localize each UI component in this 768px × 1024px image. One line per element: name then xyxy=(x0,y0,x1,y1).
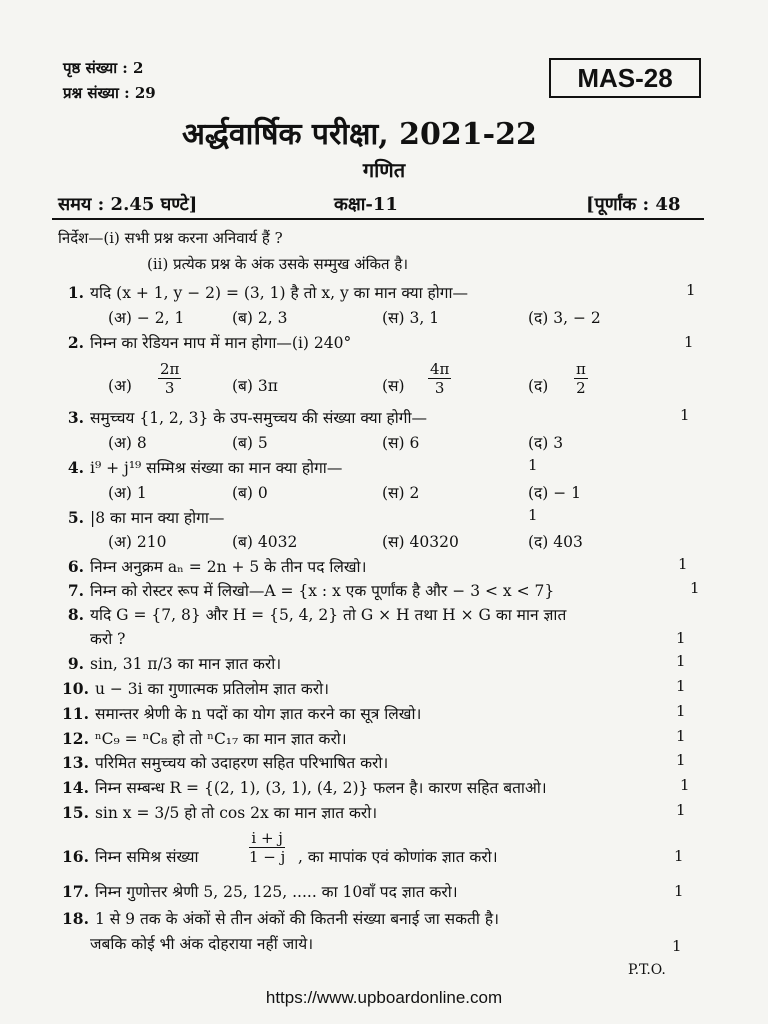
exam-time: समय : 2.45 घण्टे] xyxy=(58,194,198,215)
question-number: 1. xyxy=(67,283,84,302)
option-c: (स) 6 xyxy=(382,434,420,452)
header-rule xyxy=(52,218,704,220)
question-9 xyxy=(62,652,281,674)
question-5 xyxy=(62,506,224,528)
option-a-fraction: $\frac{2\pi}{3}$ xyxy=(160,360,180,397)
option-b: (ब) 3π xyxy=(232,377,278,395)
question-16-fraction: $\frac{i + j}{1 - j}$ xyxy=(249,829,286,866)
question-13 xyxy=(62,751,388,773)
question-mark: 1 xyxy=(674,882,684,900)
question-7 xyxy=(62,579,554,601)
question-8 xyxy=(62,603,566,625)
question-text: निम्न गुणोत्तर श्रेणी 5, 25, 125, ..... का 10वाँ पद ज्ञात करो। xyxy=(94,883,458,901)
question-mark: 1 xyxy=(676,727,686,745)
question-16-continued: , का मापांक एवं कोणांक ज्ञात करो। xyxy=(298,848,498,866)
option-d: (द) 3 xyxy=(528,434,564,452)
option-a: (अ) − 2, 1 xyxy=(108,309,185,327)
question-10 xyxy=(62,677,329,699)
question-2 xyxy=(62,331,351,353)
option-a: (अ) 8 xyxy=(108,434,147,452)
question-number: 15. xyxy=(62,803,89,822)
question-6 xyxy=(62,555,366,577)
question-18 xyxy=(62,907,499,929)
question-number: 5. xyxy=(67,508,84,527)
option-d: (द) xyxy=(528,377,549,395)
option-a: (अ) 210 xyxy=(108,533,167,551)
question-count: प्रश्न संख्या : 29 xyxy=(63,84,156,102)
option-d: (द) 403 xyxy=(528,533,583,551)
question-12 xyxy=(62,727,347,749)
option-b: (ब) 0 xyxy=(232,484,268,502)
question-text: u − 3i का गुणात्मक प्रतिलोम ज्ञात करो। xyxy=(94,680,330,698)
question-number: 17. xyxy=(62,882,89,901)
question-text: यदि (x + 1, y − 2) = (3, 1) है तो x, y का मान क्या होगा— xyxy=(90,284,469,302)
question-text: ⁿC₉ = ⁿC₈ हो तो ⁿC₁₇ का मान ज्ञात करो। xyxy=(94,730,347,748)
paper-code: MAS-28 xyxy=(549,58,701,98)
question-text: |8 का मान क्या होगा— xyxy=(90,509,225,527)
option-b: (ब) 4032 xyxy=(232,533,298,551)
option-d-fraction: $\frac{\pi}{2}$ xyxy=(576,360,586,397)
question-text: समान्तर श्रेणी के n पदों का योग ज्ञात करने का सूत्र लिखो। xyxy=(94,705,422,723)
question-number: 14. xyxy=(62,778,89,797)
question-number: 6. xyxy=(67,557,84,576)
please-turn-over: P.T.O. xyxy=(628,962,666,978)
question-mark: 1 xyxy=(528,456,538,474)
question-mark: 1 xyxy=(676,801,686,819)
question-mark: 1 xyxy=(676,629,686,647)
question-mark: 1 xyxy=(676,652,686,670)
question-mark: 1 xyxy=(690,579,700,597)
question-18-continued: जबकि कोई भी अंक दोहराया नहीं जाये। xyxy=(90,935,314,953)
question-number: 13. xyxy=(62,753,89,772)
question-mark: 1 xyxy=(676,677,686,695)
question-mark: 1 xyxy=(678,555,688,573)
question-number: 7. xyxy=(67,581,84,600)
option-a: (अ) xyxy=(108,377,132,395)
question-text: निम्न का रेडियन माप में मान होगा—(i) 240° xyxy=(90,334,352,352)
question-14 xyxy=(62,776,547,798)
question-number: 2. xyxy=(67,333,84,352)
option-c: (स) 2 xyxy=(382,484,420,502)
question-mark: 1 xyxy=(680,776,690,794)
question-text: परिमित समुच्चय को उदाहरण सहित परिभाषित करो। xyxy=(94,754,389,772)
question-text: i⁹ + j¹⁹ सम्मिश्र संख्या का मान क्या होगा— xyxy=(90,459,343,477)
question-3 xyxy=(62,406,427,428)
question-number: 3. xyxy=(67,408,84,427)
question-mark: 1 xyxy=(672,937,682,955)
option-b: (ब) 5 xyxy=(232,434,268,452)
question-text: यदि G = {7, 8} और H = {5, 4, 2} तो G × H तथा H × G का मान ज्ञात xyxy=(90,606,567,624)
question-11 xyxy=(62,702,421,724)
question-number: 4. xyxy=(67,458,84,477)
option-a: (अ) 1 xyxy=(108,484,147,502)
page-count: पृष्ठ संख्या : 2 xyxy=(63,59,144,77)
option-d: (द) − 1 xyxy=(528,484,582,502)
question-text: sin x = 3/5 हो तो cos 2x का मान ज्ञात करो। xyxy=(94,804,378,822)
question-17 xyxy=(62,880,458,902)
option-c: (स) 3, 1 xyxy=(382,309,440,327)
question-text: निम्न समिश्र संख्या xyxy=(94,848,199,866)
question-text: निम्न अनुक्रम aₙ = 2n + 5 के तीन पद लिखो। xyxy=(90,558,367,576)
question-mark: 1 xyxy=(676,751,686,769)
max-marks: [पूर्णांक : 48 xyxy=(586,194,681,215)
exam-class: कक्षा-11 xyxy=(334,194,398,215)
question-16 xyxy=(62,845,199,867)
exam-title: अर्द्धवार्षिक परीक्षा, 2021-22 xyxy=(182,117,537,152)
question-mark: 1 xyxy=(680,406,690,424)
option-c: (स) xyxy=(382,377,405,395)
question-4 xyxy=(62,456,342,478)
source-url[interactable]: https://www.upboardonline.com xyxy=(265,988,503,1007)
question-1 xyxy=(62,281,468,303)
subject-title: गणित xyxy=(362,158,406,182)
option-d: (द) 3, − 2 xyxy=(528,309,601,327)
question-number: 18. xyxy=(62,909,89,928)
instruction-1: निर्देश—(i) सभी प्रश्न करना अनिवार्य हैं ? xyxy=(58,229,283,247)
option-c-fraction: $\frac{4\pi}{3}$ xyxy=(430,360,450,397)
option-c: (स) 40320 xyxy=(382,533,459,551)
question-text: समुच्चय {1, 2, 3} के उप-समुच्चय की संख्या क्या होगी— xyxy=(90,409,428,427)
question-number: 12. xyxy=(62,729,89,748)
option-b: (ब) 2, 3 xyxy=(232,309,288,327)
question-mark: 1 xyxy=(528,506,538,524)
question-text: 1 से 9 तक के अंकों से तीन अंकों की कितनी संख्या बनाई जा सकती है। xyxy=(94,910,499,928)
instruction-2: (ii) प्रत्येक प्रश्न के अंक उसके सम्मुख अंकित है। xyxy=(147,255,408,273)
question-text: निम्न को रोस्टर रूप में लिखो—A = {x : x एक पूर्णांक है और − 3 < x < 7} xyxy=(90,582,555,600)
question-number: 9. xyxy=(67,654,84,673)
question-number: 10. xyxy=(62,679,89,698)
question-mark: 1 xyxy=(674,847,684,865)
question-text: निम्न सम्बन्ध R = {(2, 1), (3, 1), (4, 2)} फलन है। कारण सहित बताओ। xyxy=(94,779,547,797)
question-mark: 1 xyxy=(684,333,694,351)
question-number: 11. xyxy=(62,704,89,723)
question-number: 16. xyxy=(62,847,89,866)
question-mark: 1 xyxy=(686,281,696,299)
question-number: 8. xyxy=(67,605,84,624)
question-15 xyxy=(62,801,377,823)
question-8-continued: करो ? xyxy=(90,630,126,648)
question-text: sin, 31 π/3 का मान ज्ञात करो। xyxy=(90,655,282,673)
question-mark: 1 xyxy=(676,702,686,720)
